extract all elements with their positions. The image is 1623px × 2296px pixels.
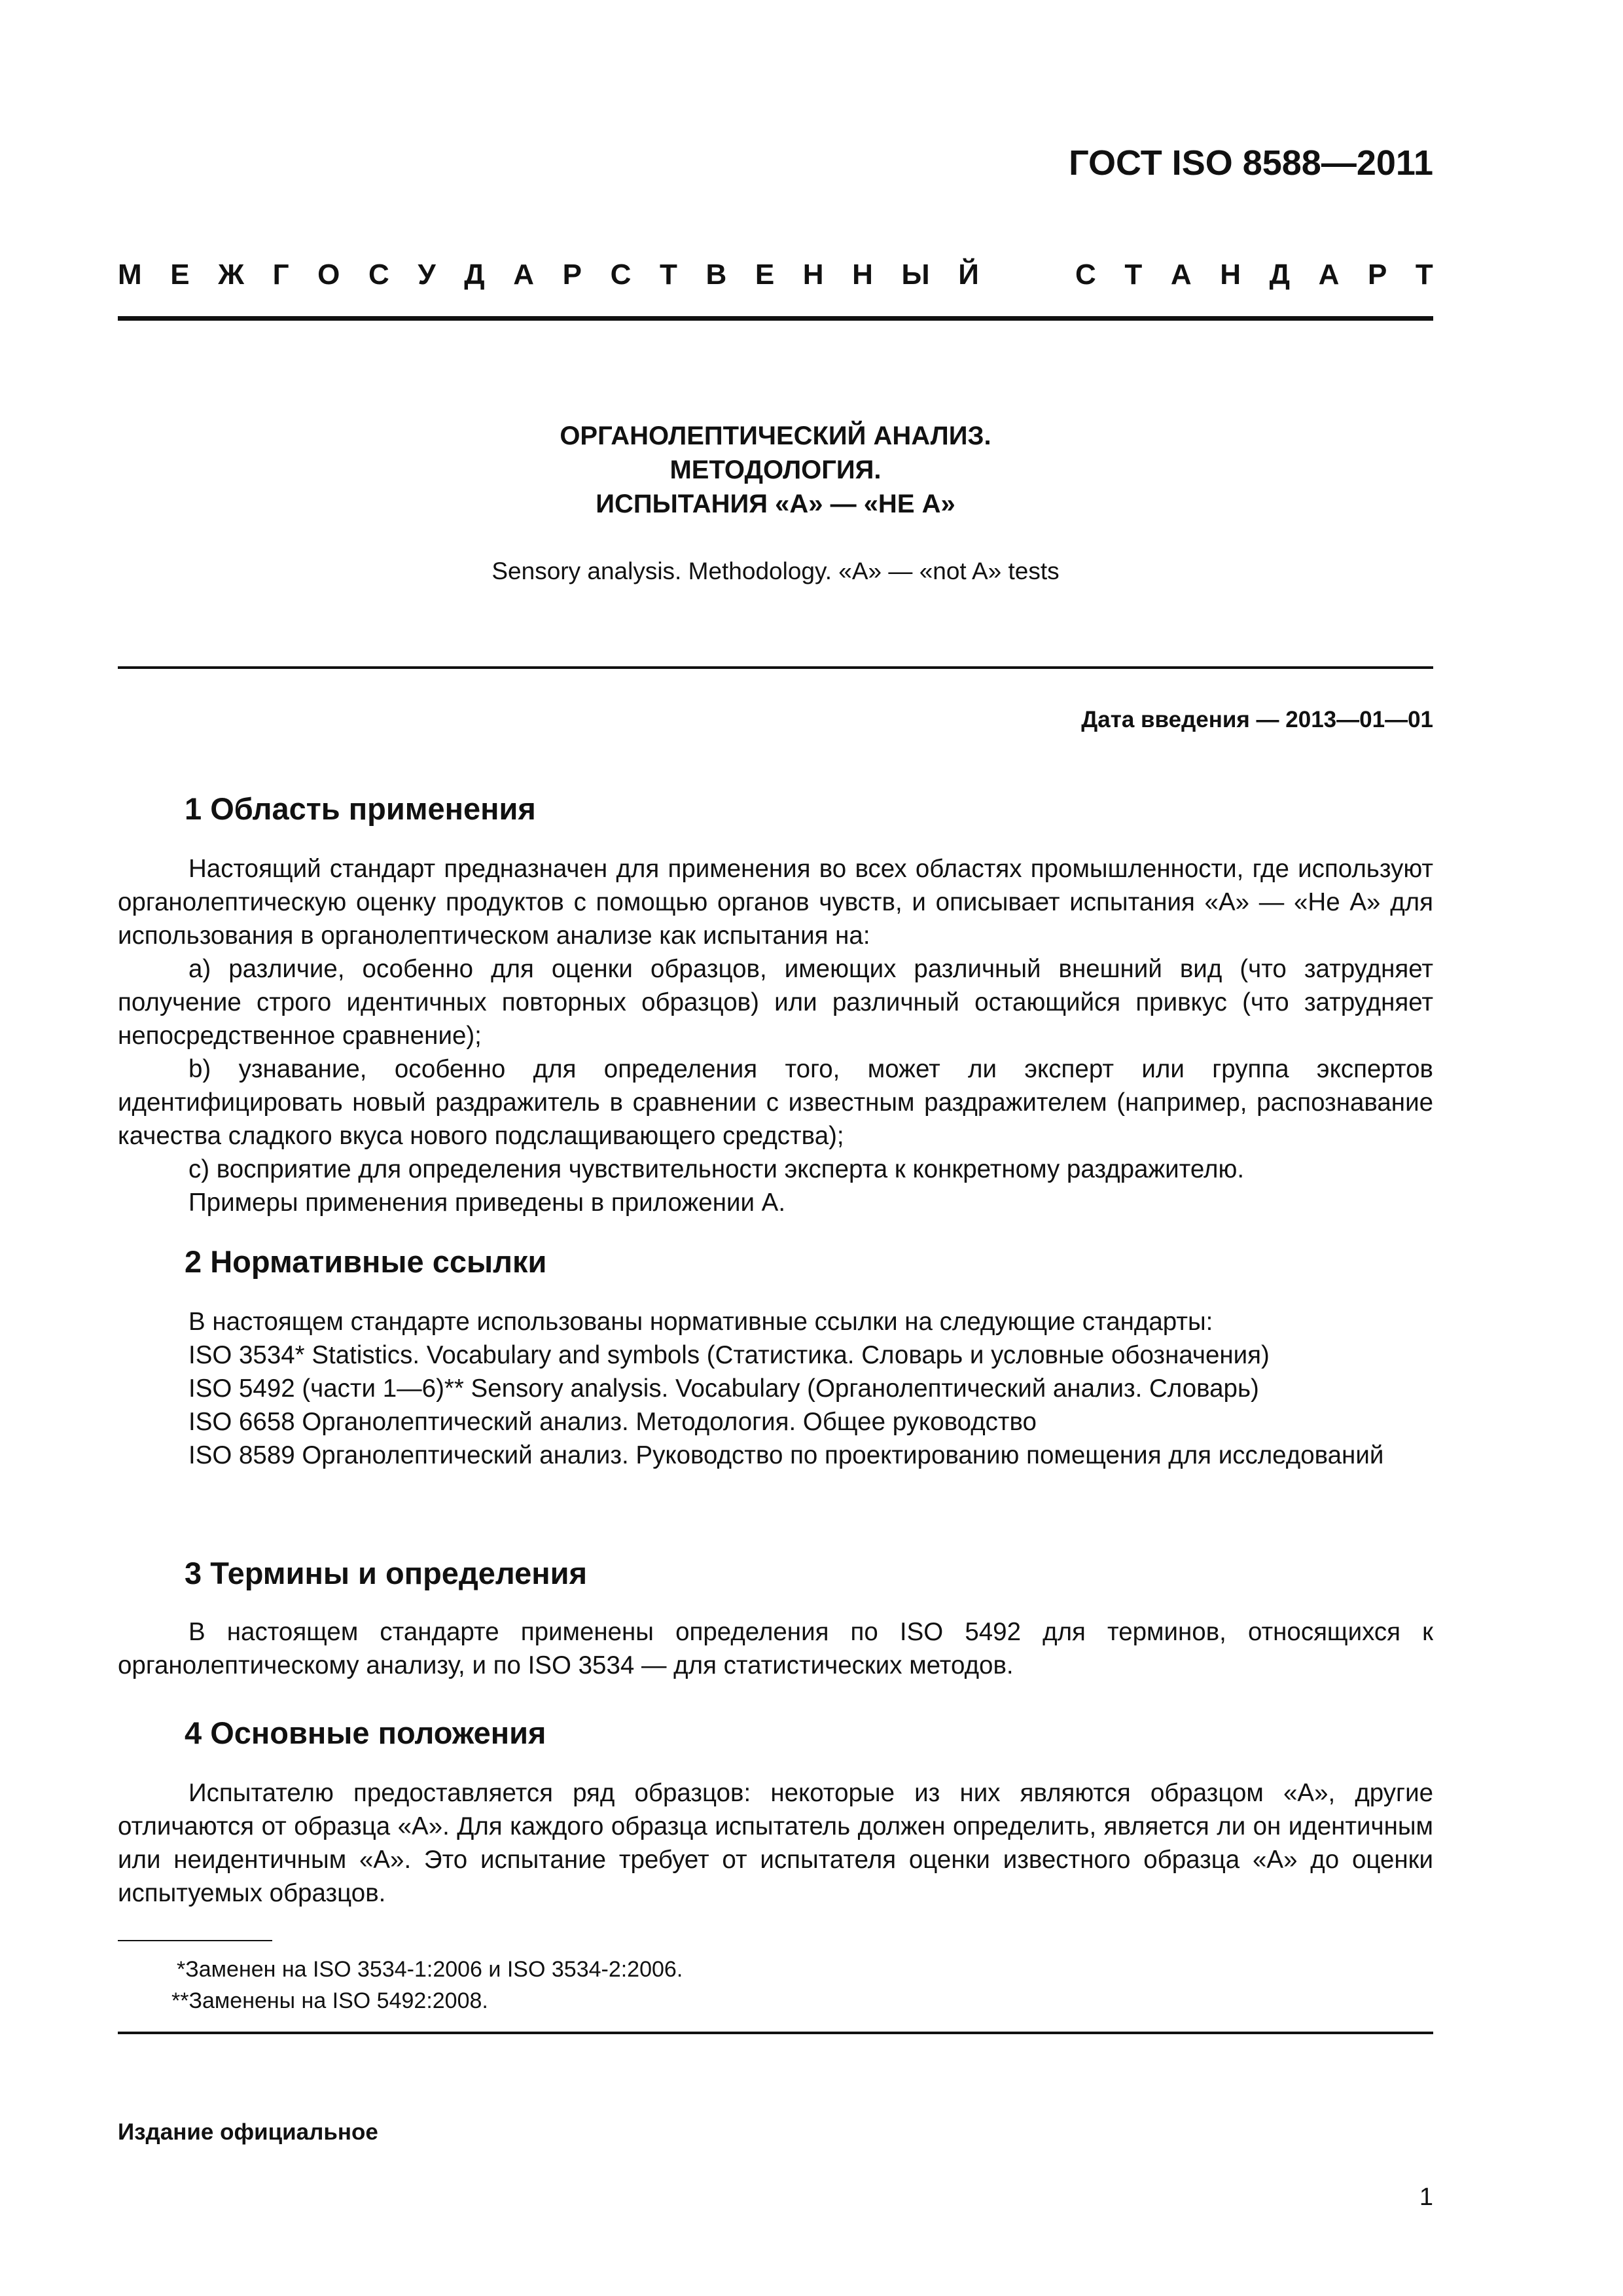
paragraph: В настоящем стандарте применены определения по ISO 5492 для терминов, относящихся к органолептическому анализу, и по ISO 3534 — для статистических методов. [118,1618,1433,1679]
reference-item: ISO 5492 (части 1—6)** Sensory analysis. Vocabulary (Органолептический анализ. Словарь) [188,1374,1259,1403]
standard-type-letter: А [1170,259,1192,291]
title-divider [118,666,1433,669]
section-heading-terms: 3 Термины и определения [185,1556,587,1590]
standard-type-letter: С [1075,259,1096,291]
edition-label: Издание официальное [118,2119,378,2145]
paragraph: Примеры применения приведены в приложении А. [188,1189,786,1217]
section-heading-scope: 1 Область применения [185,791,536,826]
word-gap [1007,259,1046,291]
standard-type-letter: Ж [218,259,244,291]
standard-type-letter: Н [802,259,824,291]
standard-type-letter: Н [1220,259,1241,291]
standard-type-letter: Д [464,259,485,291]
title-line: МЕТОДОЛОГИЯ. [669,456,882,484]
section-body-terms [118,1615,1433,1682]
standard-type-letter: А [513,259,535,291]
footnote: **Заменены на ISO 5492:2008. [171,1988,488,2013]
list-item: a) различие, особенно для оценки образцов, имеющих различный внешний вид (что затрудняет получение строго идентичных повторных образцов) или различный остающийся привкус (что затрудняет непосредственное сравнение); [118,955,1433,1050]
standard-type-letter: Е [755,259,775,291]
reference-item: ISO 6658 Органолептический анализ. Методология. Общее руководство [188,1408,1037,1436]
standard-type-letter: С [610,259,632,291]
standard-type-letter: Т [659,259,677,291]
section-body-references [118,1305,1433,1472]
standard-type-letter: Д [1269,259,1290,291]
section-heading-references: 2 Нормативные ссылки [185,1244,547,1279]
paragraph: В настоящем стандарте использованы нормативные ссылки на следующие стандарты: [188,1308,1213,1336]
standard-type-letter: У [418,259,436,291]
standard-type-letter: Р [562,259,582,291]
paragraph: Испытателю предоставляется ряд образцов: некоторые из них являются образцом «А», другие отличаются от образца «А». Для каждого образца испытатель должен определить, является ли он идентичным или неидентичным «А». Это испытание требует от испытателя оценки известного образца «А» до оценки испытуемых образцов. [118,1779,1433,1907]
standard-type-letter: Т [1415,259,1433,291]
footnote: *Заменен на ISO 3534-1:2006 и ISO 3534-2:2006. [177,1957,683,1982]
standard-type-letter: Ы [901,259,930,291]
document-number: ГОСТ ISO 8588—2011 [1069,143,1433,183]
standard-type-letter: С [368,259,389,291]
standard-type-heading [118,259,1433,291]
footer-divider [118,2032,1433,2034]
reference-item: ISO 8589 Органолептический анализ. Руководство по проектированию помещения для исследований [188,1441,1384,1469]
standard-type-letter: Е [170,259,190,291]
list-item: b) узнавание, особенно для определения того, может ли эксперт или группа экспертов идентифицировать новый раздражитель в сравнении с известным раздражителем (например, распознавание качества сладкого вкуса нового подслащивающего средства); [118,1055,1433,1150]
section-body-scope [118,852,1433,1219]
list-item: c) восприятие для определения чувствительности эксперта к конкретному раздражителю. [188,1155,1245,1183]
paragraph: Настоящий стандарт предназначен для применения во всех областях промышленности, где используют органолептическую оценку продуктов с помощью органов чувств, и описывает испытания «А» — «Не А» для использования в органолептическом анализе как испытания на: [118,855,1433,950]
standard-type-letter: Г [272,259,289,291]
standard-type-letter: Н [852,259,873,291]
standard-type-letter: Й [958,259,979,291]
footnote-separator [118,1940,272,1941]
standard-type-letter: Р [1367,259,1387,291]
reference-item: ISO 3534* Statistics. Vocabulary and symbols (Статистика. Словарь и условные обозначения) [188,1341,1270,1369]
standard-type-letter: О [317,259,340,291]
standard-type-letter: Т [1124,259,1143,291]
section-heading-general: 4 Основные положения [185,1715,546,1750]
english-title: Sensory analysis. Methodology. «A» — «not A» tests [491,558,1060,584]
page-number: 1 [1419,2183,1433,2211]
title-line: ИСПЫТАНИЯ «А» — «НЕ А» [596,490,955,518]
standard-type-letter: М [118,259,142,291]
standard-type-letter: В [705,259,727,291]
standard-type-letter: А [1318,259,1340,291]
introduction-date: Дата введения — 2013—01—01 [1081,707,1433,732]
section-body-general [118,1776,1433,1910]
title-line: ОРГАНОЛЕПТИЧЕСКИЙ АНАЛИЗ. [560,422,991,450]
document-title [118,419,1433,521]
header-divider [118,316,1433,321]
